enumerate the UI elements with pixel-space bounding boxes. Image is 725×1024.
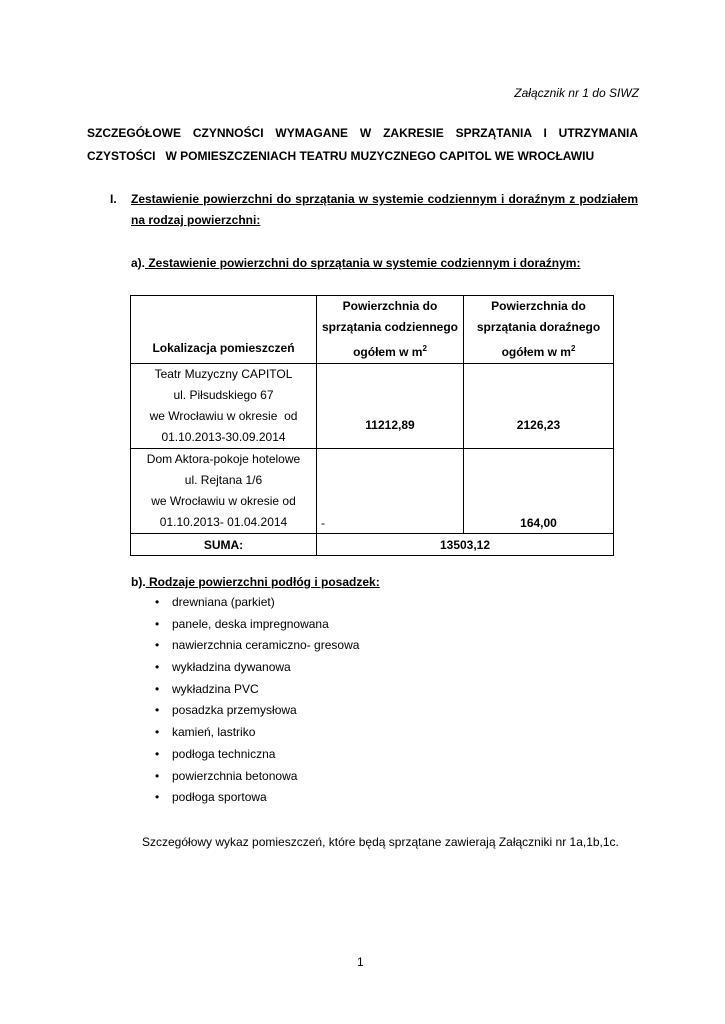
bullet-icon: • [155,703,160,718]
list-item [155,657,359,679]
subsection-a-prefix: a). [131,256,146,270]
header-adhoc-line-2: sprzątania doraźnego [476,320,601,334]
bullet-icon: • [155,725,160,740]
sum-row [131,534,614,556]
header-adhoc-sup: 2 [570,344,576,353]
header-daily-sup: 2 [422,344,427,353]
adhoc-area-value: 2126,23 [516,418,561,432]
location-line: 01.10.2013- 01.04.2014 [159,515,288,529]
bullet-icon: • [155,790,160,805]
attachments-note: Szczegółowy wykaz pomieszczeń, które będą sprzątane zawierają Załączniki nr 1a,1b,1c. [142,835,619,849]
list-item [155,722,359,744]
header-location-label: Lokalizacja pomieszczeń [152,341,295,355]
header-adhoc [464,296,614,364]
bullet-icon: • [155,595,160,609]
daily-area-cell [317,449,464,534]
list-item-text: wykładzina dywanowa [172,660,291,675]
list-item [155,766,359,788]
sum-label: SUMA: [131,534,317,556]
adhoc-area-cell [464,364,614,449]
page-number: 1 [357,955,364,969]
adhoc-area-cell [464,449,614,534]
header-daily-line-2: sprzątania codziennego [321,320,459,334]
sum-value: 13503,12 [317,534,614,556]
header-daily-unit: ogółem w m [353,345,423,359]
subsection-b-heading [131,575,380,589]
document-title-line-1: SZCZEGÓŁOWE CZYNNOŚCI WYMAGANE W ZAKRESIE SPRZĄTANIA I UTRZYMANIA [87,126,638,140]
location-line: we Wrocławiu w okresie od [149,409,298,423]
list-item [155,787,359,809]
subsection-a-text: Zestawienie powierzchni do sprzątania w systemie codziennym i doraźnym: [145,256,581,270]
daily-area-value: - [321,516,325,530]
annex-label: Załącznik nr 1 do SIWZ [514,86,639,100]
header-daily-line-3 [317,338,463,363]
location-line: ul. Piłsudskiego 67 [173,388,274,402]
list-item-text: drewniana (parkiet) [172,595,275,609]
list-item-text: posadzka przemysłowa [172,703,297,718]
bullet-icon: • [155,681,160,696]
section-heading-line-2: na rodzaj powierzchni: [131,213,261,227]
location-cell [131,449,317,534]
section-heading-line-1: Zestawienie powierzchni do sprzątania w systemie codziennym i doraźnym z podziałem [131,192,638,206]
list-item [155,744,359,766]
document-title-line-2: CZYSTOŚCI W POMIESZCZENIACH TEATRU MUZYCZNEGO CAPITOL WE WROCŁAWIU [87,149,595,163]
location-line: ul. Rejtana 1/6 [184,473,263,487]
header-adhoc-unit: ogółem w m [501,345,571,359]
header-location [131,296,317,364]
list-item-text: nawierzchnia ceramiczno- gresowa [172,638,360,653]
list-item [155,592,359,614]
bullet-icon: • [155,616,160,631]
bullet-icon: • [155,660,160,675]
list-item [155,635,359,657]
header-adhoc-line-1: Powierzchnia do [491,299,586,313]
list-item-text: panele, deska impregnowana [172,616,329,631]
list-item-text: kamień, lastriko [172,725,256,740]
daily-area-value: 11212,89 [365,418,415,432]
list-item [155,614,359,636]
table-row [131,364,614,449]
bullet-icon: • [155,746,160,761]
header-adhoc-line-3 [464,338,613,363]
location-line: Teatr Muzyczny CAPITOL [154,367,293,381]
adhoc-area-value: 164,00 [520,516,557,530]
area-table [130,295,614,556]
list-item-text: podłoga sportowa [172,790,267,805]
header-daily-line-1: Powierzchnia do [342,299,438,313]
list-item-text: podłoga techniczna [172,746,276,761]
subsection-a-heading [131,256,580,270]
subsection-b-prefix: b). [131,575,146,589]
location-cell [131,364,317,449]
location-line: 01.10.2013-30.09.2014 [161,430,286,444]
bullet-icon: • [155,768,160,783]
subsection-b-text: Rodzaje powierzchni podłóg i posadzek: [145,575,380,589]
table-row [131,449,614,534]
location-line: Dom Aktora-pokoje hotelowe [146,452,301,466]
floor-types-list [155,592,359,809]
list-item-text: wykładzina PVC [172,681,259,696]
table-header-row [131,296,614,364]
bullet-icon: • [155,638,160,653]
location-line: we Wrocławiu w okresie od [151,494,296,508]
daily-area-cell [317,364,464,449]
list-item [155,700,359,722]
list-item-text: powierzchnia betonowa [172,768,298,783]
header-daily [317,296,464,364]
section-number: I. [110,192,117,206]
list-item [155,679,359,701]
